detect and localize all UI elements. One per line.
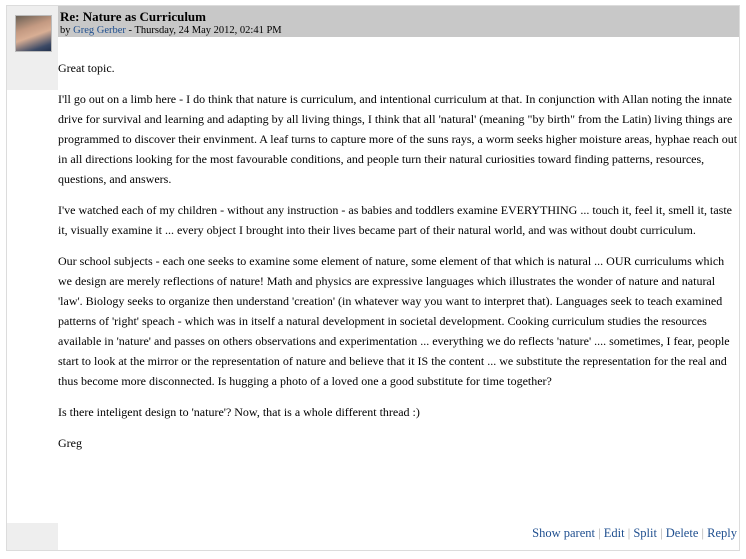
by-label: by bbox=[60, 25, 71, 36]
paragraph: Is there inteligent design to 'nature'? Now, that is a whole different thread :) bbox=[58, 405, 420, 419]
picture-cell bbox=[7, 6, 58, 90]
footer-left-cell bbox=[7, 523, 58, 550]
paragraph: Great topic. bbox=[58, 61, 115, 75]
post-date: - Thursday, 24 May 2012, 02:41 PM bbox=[125, 25, 282, 36]
post-commands bbox=[532, 526, 737, 541]
author-link[interactable]: Greg Gerber bbox=[73, 25, 126, 36]
post-author-line bbox=[60, 25, 282, 36]
separator: | bbox=[598, 526, 601, 540]
paragraph: I'll go out on a limb here - I do think that nature is curriculum, and intentional curriculum at that. In conjunction with Allan noting the innate drive for survival and learning and adapting by all living things, I think that all 'natural' (meaning "by birth" from the Latin) living things are programmed to discover their envinment. A leaf turns to capture more of the suns rays, a worm seeks higher moisture areas, hyphae reach out in all directions looking for the most favourable conditions, and people turn their natural curiosities toward finding patterns, resources, questions, and answers. bbox=[58, 92, 738, 186]
separator: | bbox=[701, 526, 705, 540]
post-subject: Re: Nature as Curriculum bbox=[60, 9, 206, 24]
separator: | bbox=[660, 526, 663, 540]
show-parent-link[interactable]: Show parent bbox=[532, 526, 595, 540]
forum-post bbox=[6, 5, 740, 551]
edit-link[interactable]: Edit bbox=[603, 526, 625, 540]
delete-link[interactable]: Delete bbox=[665, 526, 699, 540]
post-header bbox=[58, 6, 739, 37]
paragraph: I've watched each of my children - without any instruction - as babies and toddlers examine EVERYTHING ... touch it, feel it, smell it, taste it, visually examine it ... every object I brought into their lives became part of their natural world, and was without doubt curriculum. bbox=[58, 203, 732, 237]
paragraph: Greg bbox=[58, 436, 82, 450]
reply-link[interactable]: Reply bbox=[707, 526, 737, 540]
paragraph: Our school subjects - each one seeks to examine some element of nature, some element of that which is natural ... OUR curriculums which we design are merely reflections of nature! Math and physics are expressive languages which illustrates the wonder of nature and natural 'law'. Biology seeks to organize then understand 'creation' (in whatever way you want to interpret that). Languages seek to teach examined patterns of 'right' speach - which was in itself a natural development in societal development. Cooking curriculum studies the resources available in 'nature' and passes on others observations and experimentation ... everything we do reflects 'nature' .... sometimes, I fear, people start to look at the mirror or the representation of nature and believe that it IS the content ... we substitute the representation for the real and thus become more disconnected. Is hugging a photo of a loved one a good substitute for time together? bbox=[58, 254, 730, 388]
post-content bbox=[58, 58, 738, 464]
split-link[interactable]: Split bbox=[633, 526, 657, 540]
separator: | bbox=[627, 526, 631, 540]
author-avatar[interactable] bbox=[15, 15, 52, 52]
